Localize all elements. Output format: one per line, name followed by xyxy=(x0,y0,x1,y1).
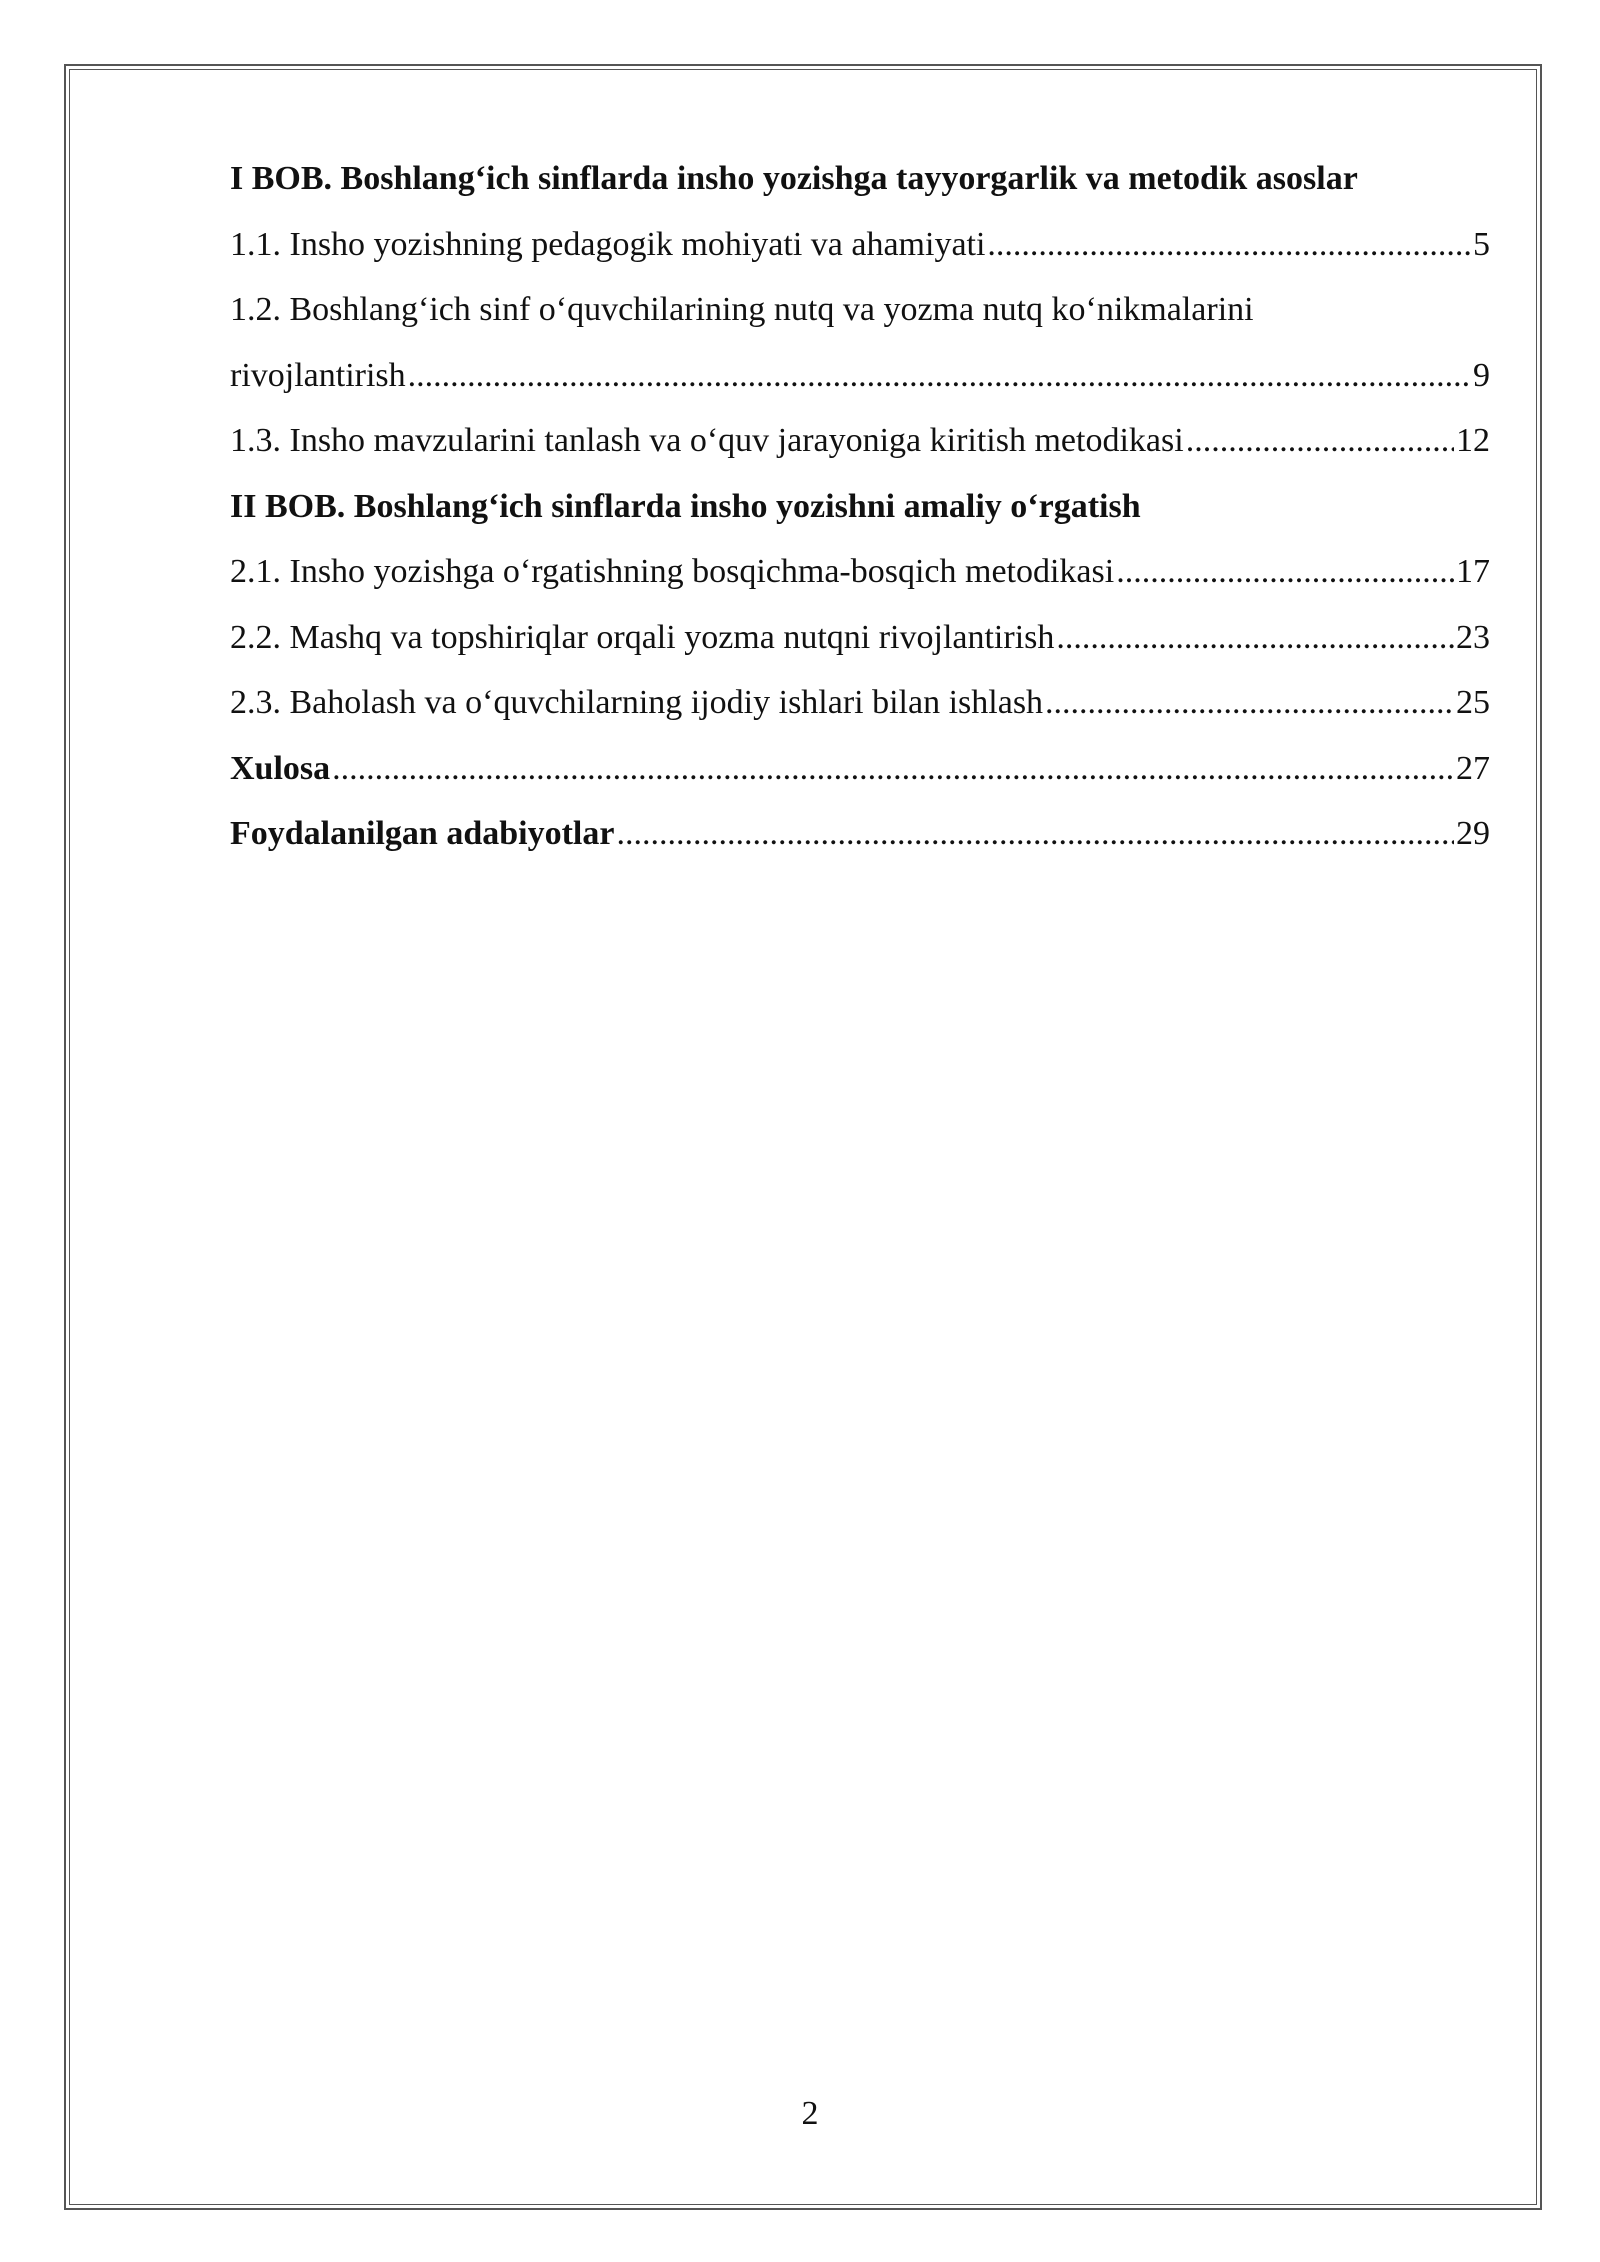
toc-chapter-2-title: II BOB. Boshlang‘ich sinflarda insho yozishni amaliy o‘rgatish xyxy=(230,487,1141,525)
toc-leader-dots xyxy=(1045,670,1454,736)
toc-entry-page: 25 xyxy=(1456,684,1490,721)
toc-entry-references[interactable] xyxy=(230,801,1490,867)
toc-entry-label: 2.3. Baholash va o‘quvchilarning ijodiy ishlari bilan ishlash xyxy=(230,684,1044,721)
toc-entry-conclusion[interactable] xyxy=(230,736,1490,802)
toc-entry-page: 5 xyxy=(1473,225,1490,263)
toc-chapter-1-title: I BOB. Boshlang‘ich sinflarda insho yozishga tayyorgarlik va metodik asoslar xyxy=(230,160,1358,197)
toc-entry-label: 1.2. Boshlang‘ich sinf o‘quvchilarining nutq va yozma nutq ko‘nikmalarini xyxy=(230,291,1254,328)
table-of-contents xyxy=(230,146,1490,867)
toc-entry-1-1[interactable] xyxy=(230,212,1490,278)
toc-entry-page: 17 xyxy=(1456,553,1490,590)
toc-leader-dots xyxy=(1116,539,1454,605)
toc-leader-dots xyxy=(616,801,1454,867)
toc-entry-2-3[interactable] xyxy=(230,670,1490,736)
toc-entry-label: Xulosa xyxy=(230,749,331,787)
toc-entry-1-3[interactable] xyxy=(230,408,1490,474)
toc-entry-page: 23 xyxy=(1456,618,1490,656)
toc-entry-label: 1.1. Insho yozishning pedagogik mohiyati va ahamiyati xyxy=(230,225,986,263)
toc-entry-1-2-line1[interactable] xyxy=(230,277,1490,343)
toc-leader-dots xyxy=(408,343,1471,409)
toc-entry-label: 2.1. Insho yozishga o‘rgatishning bosqichma-bosqich metodikasi xyxy=(230,553,1115,590)
toc-leader-dots xyxy=(332,736,1454,802)
toc-entry-page: 12 xyxy=(1456,422,1490,459)
toc-entry-1-2-line2[interactable] xyxy=(230,343,1490,409)
toc-entry-label: Foydalanilgan adabiyotlar xyxy=(230,815,615,852)
toc-entry-2-1[interactable] xyxy=(230,539,1490,605)
toc-entry-label: 1.3. Insho mavzularini tanlash va o‘quv jarayoniga kiritish metodikasi xyxy=(230,422,1184,459)
toc-entry-label: 2.2. Mashq va topshiriqlar orqali yozma nutqni rivojlantirish xyxy=(230,618,1055,656)
toc-entry-page: 27 xyxy=(1456,749,1490,787)
page-number: 2 xyxy=(801,2095,819,2132)
toc-leader-dots xyxy=(987,212,1471,278)
toc-entry-page: 29 xyxy=(1456,815,1490,852)
toc-entry-label: rivojlantirish xyxy=(230,356,406,394)
toc-leader-dots xyxy=(1186,408,1454,474)
toc-leader-dots xyxy=(1056,605,1454,671)
toc-entry-2-2[interactable] xyxy=(230,605,1490,671)
toc-entry-page: 9 xyxy=(1473,356,1490,394)
